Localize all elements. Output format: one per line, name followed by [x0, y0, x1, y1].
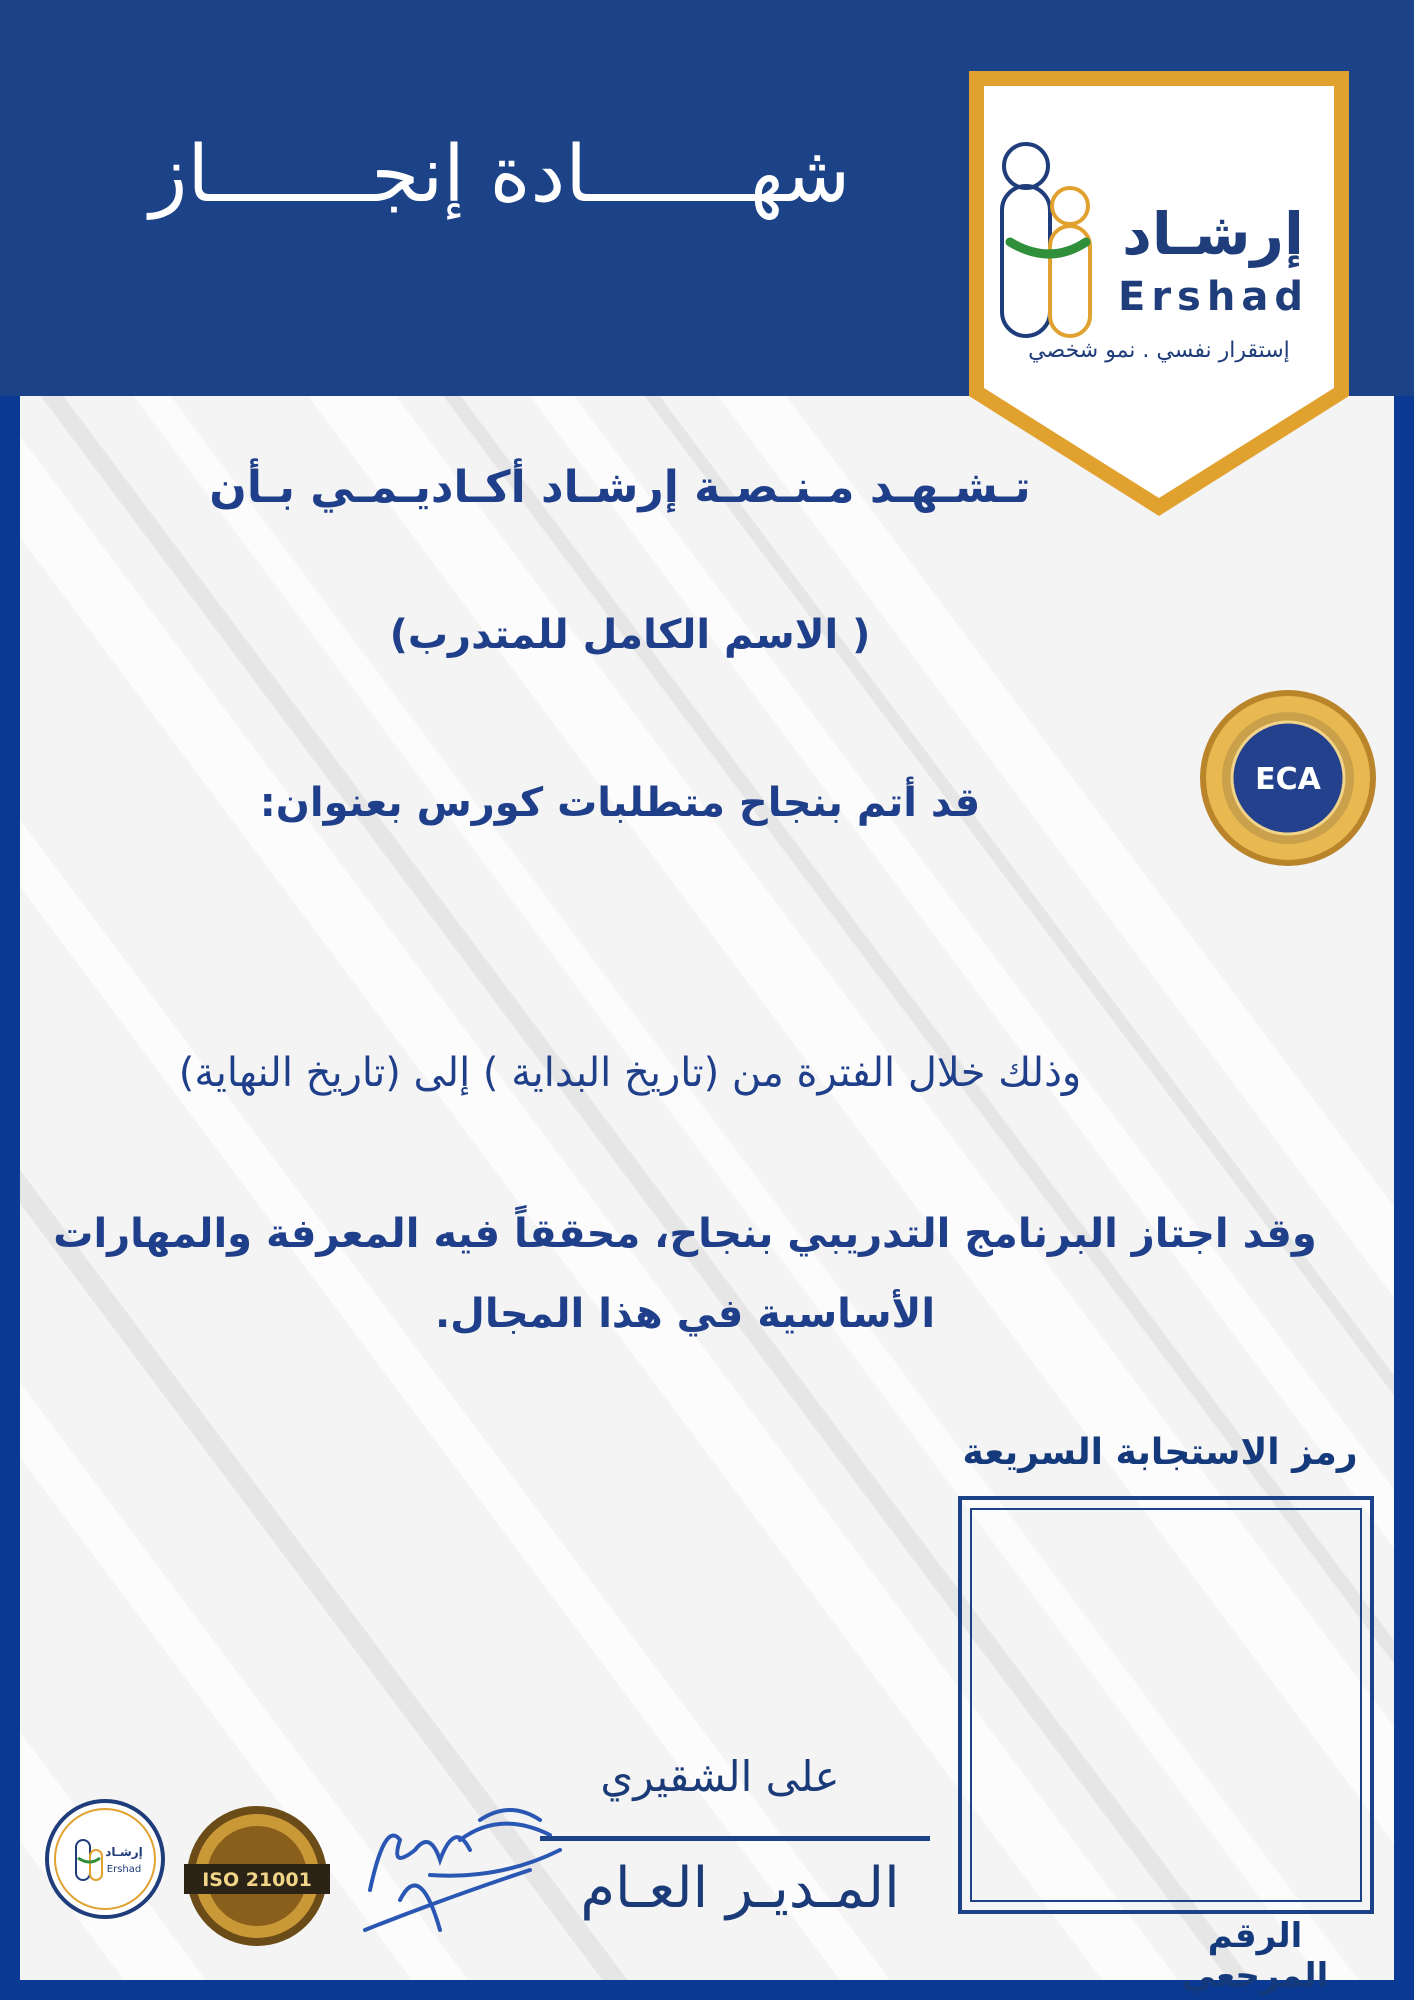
achievement-line: وقد اجتاز البرنامج التدريبي بنجاح، محققاً فيه المعرفة والمهارات الأساسية في هذا المجال. — [53, 1211, 1317, 1337]
eca-seal-icon — [1198, 688, 1378, 868]
qr-label: رمز الاستجابة السريعة — [962, 1432, 1358, 1473]
trainee-name-placeholder: ( الاسم الكامل للمتدرب) — [389, 612, 871, 658]
intro-line: تـشـهـد مـنـصـة إرشـاد أكـاديـمـي بـأن — [209, 462, 1031, 513]
iso-certified-seal-icon — [184, 1796, 330, 1966]
badge-brand-ar: إرشـاد — [105, 1845, 143, 1859]
signer-name: على الشقيري — [600, 1752, 840, 1801]
ershad-badge-icon — [44, 1798, 166, 1920]
logo-brand-arabic: إرشـاد — [1122, 200, 1304, 268]
badge-brand-en: Ershad — [106, 1864, 142, 1875]
iso-seal-text: ISO 21001 — [202, 1869, 312, 1891]
signature-line — [540, 1836, 930, 1841]
logo-brand-english: Ershad — [1118, 274, 1309, 320]
reference-number-label: الرقم المرجعي — [1181, 1916, 1329, 1996]
course-line: قد أتم بنجاح متطلبات كورس بعنوان: — [259, 780, 981, 826]
period-line: وذلك خلال الفترة من (تاريخ البداية ) إلى (تاريخ النهاية) — [178, 1050, 1082, 1096]
logo-slogan: إستقرار نفسي . نمو شخصي — [1028, 338, 1290, 363]
signer-title: المـديـر العـام — [580, 1856, 900, 1921]
certificate-title: شهـــــــادة إنجـــــــاز — [149, 130, 851, 220]
eca-seal-text: ECA — [1255, 762, 1321, 797]
qr-code-placeholder — [958, 1496, 1374, 1914]
